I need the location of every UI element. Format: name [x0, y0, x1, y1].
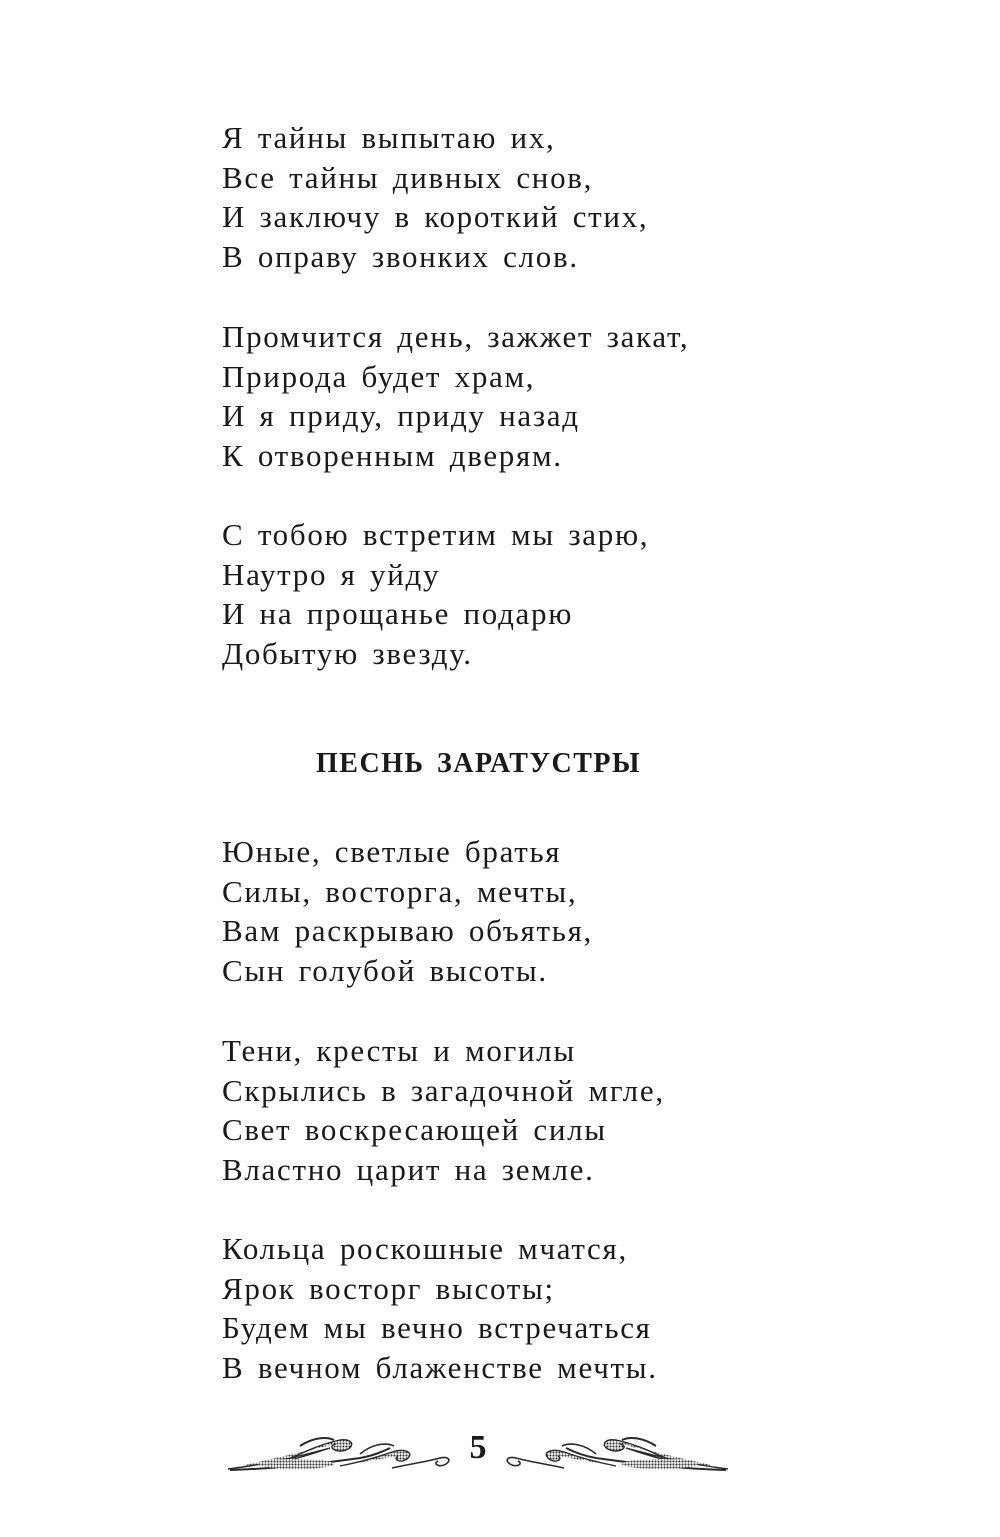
- verse-line: Ярок восторг высоты;: [222, 1270, 555, 1306]
- verse-line: Кольца роскошные мчатся,: [222, 1231, 628, 1266]
- verse-line: Тени, кресты и могилы: [222, 1033, 576, 1068]
- verse-line: Промчится день, зажжет закат,: [222, 319, 690, 354]
- page-number: 5: [469, 1429, 487, 1466]
- verse-line: Скрылись в загадочной мгле,: [222, 1072, 665, 1108]
- verse-line: И заключу в короткий стих,: [222, 199, 649, 234]
- right-flourish-icon: [507, 1438, 728, 1470]
- verse-line: Силы, восторга, мечты,: [222, 873, 578, 909]
- verse-line: И я приду, приду назад: [222, 398, 580, 433]
- verse-line: К отворенным дверям.: [222, 437, 563, 473]
- verse-line: Будем мы вечно встречаться: [222, 1310, 652, 1345]
- verse-line: В оправу звонких слов.: [222, 238, 579, 274]
- verse-line: Природа будет храм,: [222, 358, 536, 394]
- verse-line: Властно царит на земле.: [222, 1151, 595, 1187]
- verse-line: Свет воскресающей силы: [222, 1112, 607, 1147]
- verse-line: Все тайны дивных снов,: [222, 159, 594, 195]
- poem-title: ПЕСНЬ ЗАРАТУСТРЫ: [316, 748, 641, 779]
- verse-line: Наутро я уйду: [222, 556, 441, 592]
- verse-line: С тобою встретим мы зарю,: [222, 517, 650, 552]
- verse-line: Сын голубой высоты.: [222, 952, 548, 988]
- verse-line: В вечном блаженстве мечты.: [222, 1349, 658, 1385]
- verse-line: Добытую звезду.: [222, 635, 473, 671]
- verse-line: Юные, светлые братья: [222, 834, 562, 869]
- poem1-stanza-3: [222, 515, 649, 673]
- poem2-stanza-1: [222, 832, 593, 990]
- verse-line: Вам раскрываю объятья,: [222, 913, 593, 948]
- verse-line: Я тайны выпытаю их,: [222, 120, 556, 155]
- poem2-stanza-2: [222, 1031, 665, 1189]
- verse-line: И на прощанье подарю: [222, 596, 574, 631]
- left-flourish-icon: [228, 1438, 449, 1470]
- poem2-stanza-3: [222, 1229, 658, 1387]
- poem1-stanza-1: [222, 118, 648, 276]
- poem1-stanza-2: [222, 317, 689, 475]
